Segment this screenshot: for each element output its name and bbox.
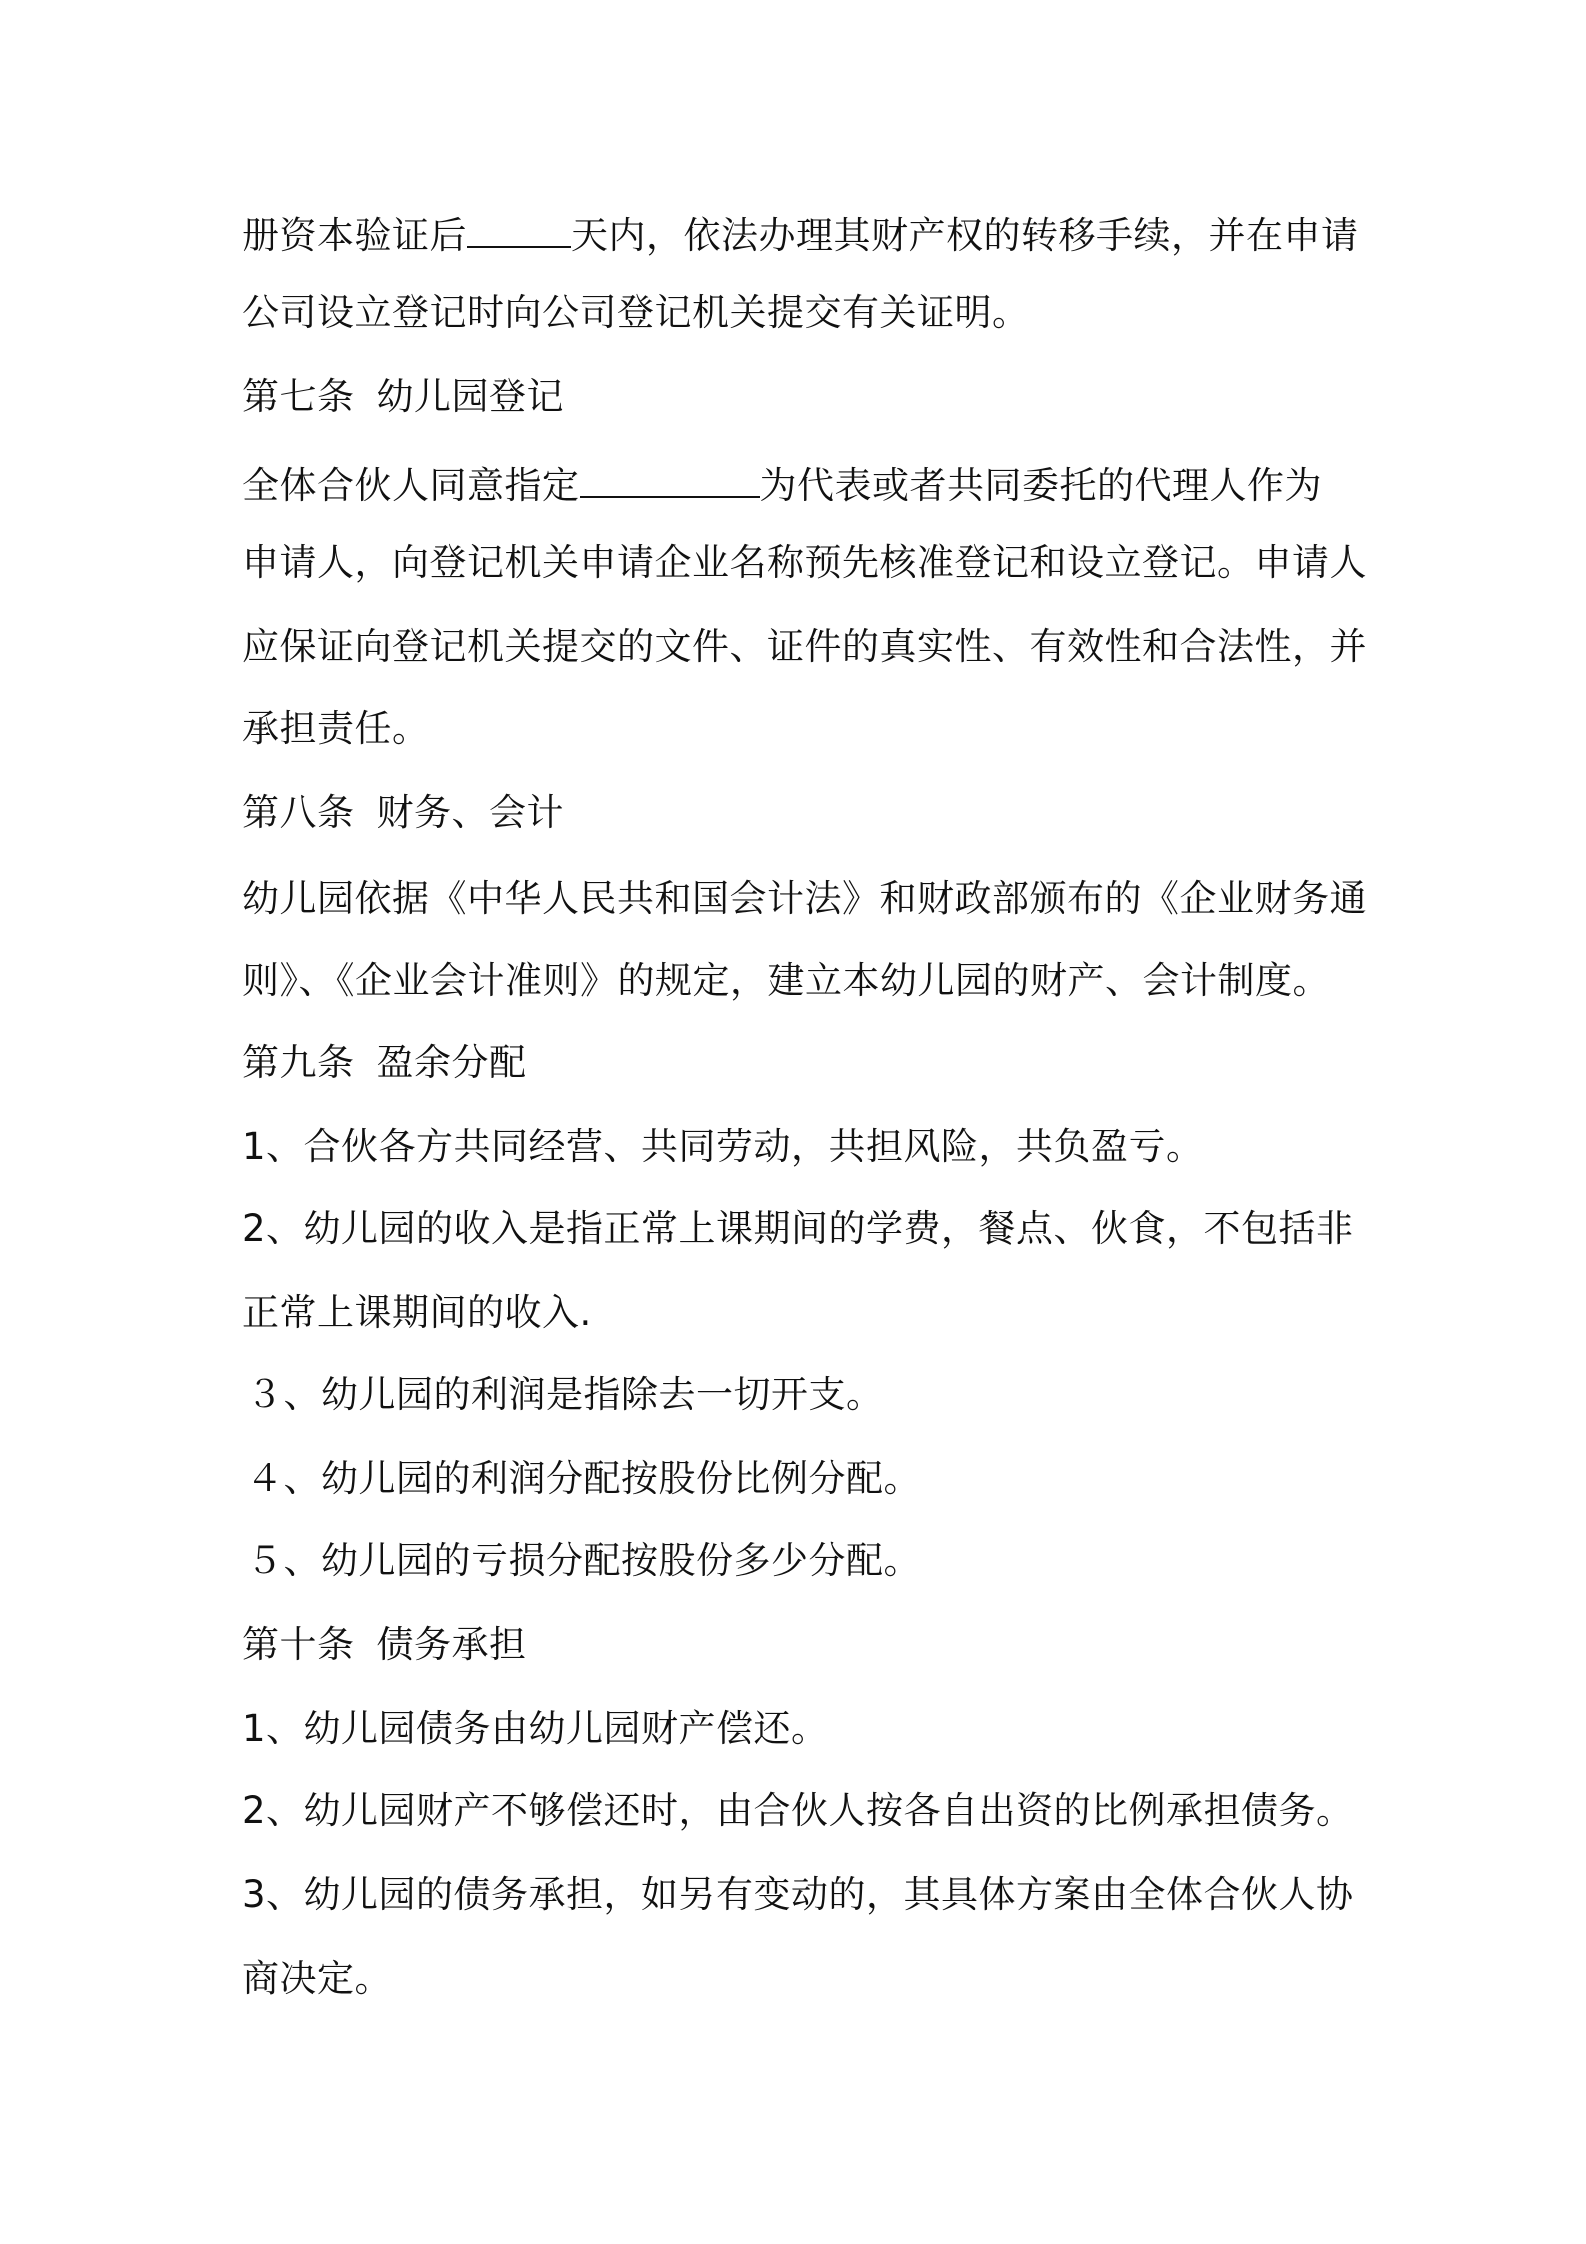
text-segment: 册资本验证后 — [242, 214, 467, 257]
list-item: ５、幼儿园的亏损分配按股份多少分配。 — [246, 1539, 921, 1582]
fill-in-blank[interactable] — [580, 462, 760, 498]
article-heading — [242, 1622, 1362, 1668]
text-line: 正常上课期间的收入. — [242, 1291, 592, 1334]
article-number: 第九条 — [242, 1041, 355, 1084]
text-segment: 全体合伙人同意指定 — [242, 464, 580, 507]
text-line: 公司设立登记时向公司登记机关提交有关证明。 — [242, 291, 1030, 334]
text-line: 则》、《企业会计准则》的规定，建立本幼儿园的财产、会计制度。 — [242, 959, 1330, 1002]
article-heading — [242, 790, 1362, 836]
text-line: 申请人，向登记机关申请企业名称预先核准登记和设立登记。申请人 — [242, 541, 1367, 584]
article-number: 第十条 — [242, 1623, 355, 1666]
text-line: 商决定。 — [242, 1957, 392, 2000]
article-number: 第八条 — [242, 791, 355, 834]
article-heading — [242, 1040, 1362, 1086]
text-line: 承担责任。 — [242, 707, 430, 750]
text-segment: 天内，依法办理其财产权的转移手续，并在申请 — [571, 214, 1359, 257]
article-title: 债务承担 — [376, 1623, 527, 1666]
list-item: 2、幼儿园财产不够偿还时，由合伙人按各自出资的比例承担债务。 — [242, 1789, 1354, 1832]
article-title: 幼儿园登记 — [376, 375, 564, 418]
list-item: ３、幼儿园的利润是指除去一切开支。 — [246, 1373, 884, 1416]
article-heading — [242, 374, 1362, 420]
list-item: 3、幼儿园的债务承担，如另有变动的，其具体方案由全体合伙人协 — [242, 1873, 1354, 1916]
article-title: 财务、会计 — [376, 791, 564, 834]
article-title: 盈余分配 — [376, 1041, 527, 1084]
list-item: 1、合伙各方共同经营、共同劳动，共担风险，共负盈亏。 — [242, 1125, 1204, 1168]
text-line — [242, 462, 1362, 509]
text-line: 应保证向登记机关提交的文件、证件的真实性、有效性和合法性，并 — [242, 625, 1367, 668]
list-item: 2、幼儿园的收入是指正常上课期间的学费，餐点、伙食，不包括非 — [242, 1207, 1354, 1250]
text-line: 幼儿园依据《中华人民共和国会计法》和财政部颁布的《企业财务通 — [242, 877, 1367, 920]
text-segment: 为代表或者共同委托的代理人作为 — [759, 464, 1322, 507]
text-line — [242, 212, 1362, 259]
list-item: 1、幼儿园债务由幼儿园财产偿还。 — [242, 1707, 829, 1750]
list-item: ４、幼儿园的利润分配按股份比例分配。 — [246, 1457, 921, 1500]
article-number: 第七条 — [242, 375, 355, 418]
fill-in-blank[interactable] — [467, 212, 571, 248]
